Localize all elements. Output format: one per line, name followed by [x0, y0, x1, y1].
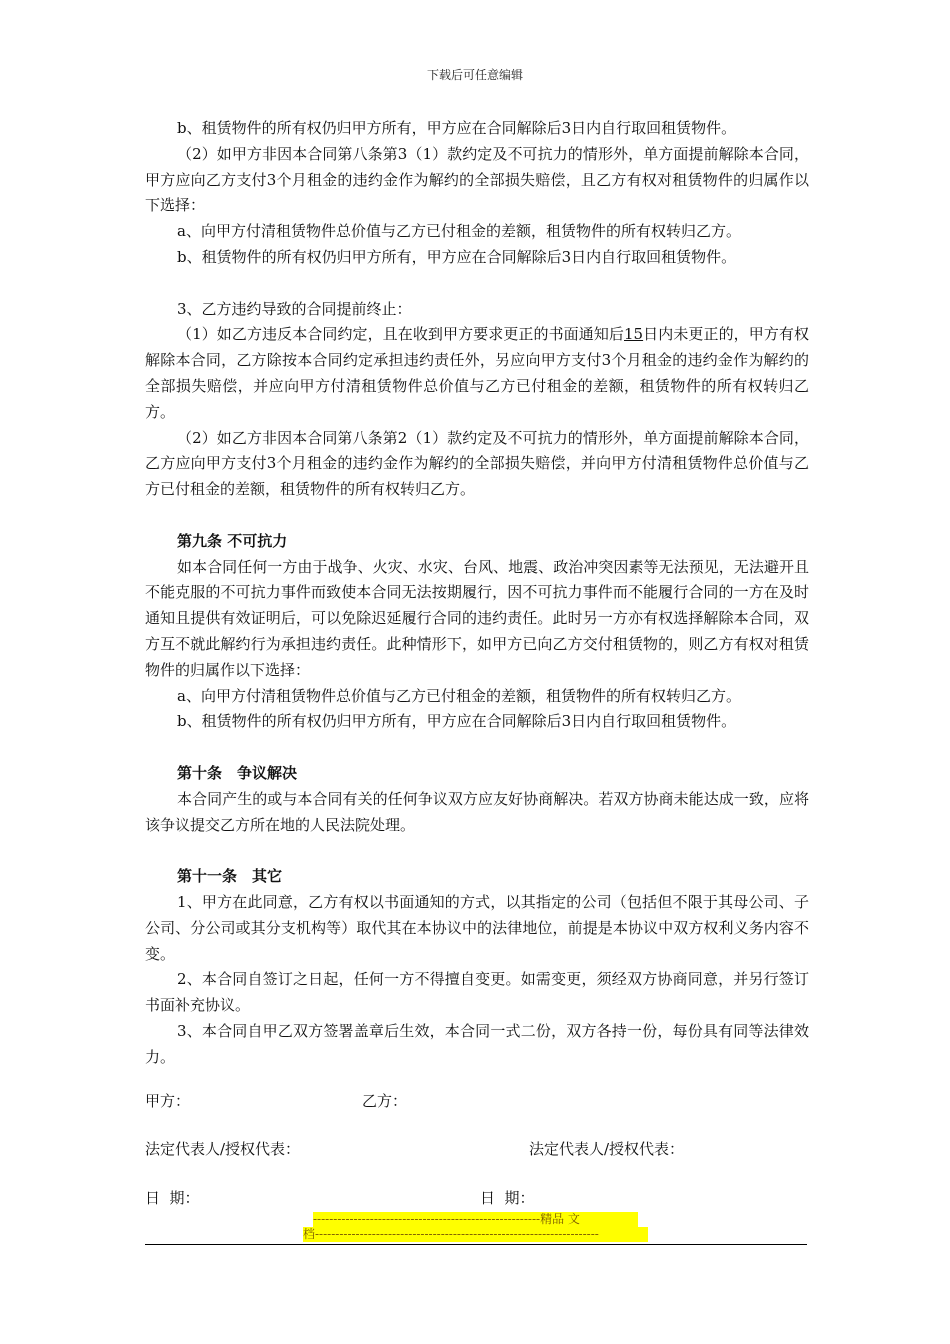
article-11-paragraph-1: 1、甲方在此同意，乙方有权以书面通知的方式，以其指定的公司（包括但不限于其母公司、子公司、分公司或其分支机构等）取代其在本协议中的法律地位，前提是本协议中双方权利义务内容不变。	[145, 892, 809, 963]
article-9-paragraph: 如本合同任何一方由于战争、火灾、水灾、台风、地震、政治冲突因素等无法预见，无法避开且不能克服的不可抗力事件而致使本合同无法按期履行，因不可抗力事件而不能履行合同的一方在及时通知且提供有效证明后，可以免除迟延履行合同的违约责任。此时另一方亦有权选择解除本合同，双方互不就此解约行为承担违约责任。此种情形下，如甲方已向乙方交付租赁物的，则乙方有权对租赁物件的归属作以下选择：	[145, 557, 809, 679]
paragraph-a-option-2: a、向甲方付清租赁物件总价值与乙方已付租金的差额，租赁物件的所有权转归乙方。	[177, 222, 741, 241]
footer-watermark-line-1: --------------------------------------------------------精品 文	[313, 1212, 638, 1227]
footer-watermark-line-2: 档----------------------------------------------------------------------	[303, 1227, 648, 1242]
s3-p1-pre: （1）如乙方违反本合同约定，且在收到甲方要求更正的书面通知后	[177, 325, 624, 344]
article-10-paragraph: 本合同产生的或与本合同有关的任何争议双方应友好协商解决。若双方协商未能达成一致，应将该争议提交乙方所在地的人民法院处理。	[145, 789, 809, 834]
paragraph-b-option-1: b、租赁物件的所有权仍归甲方所有，甲方应在合同解除后3日内自行取回租赁物件。	[177, 119, 737, 137]
section-3-paragraph-1	[145, 322, 809, 425]
article-9-option-b: b、租赁物件的所有权仍归甲方所有，甲方应在合同解除后3日内自行取回租赁物件。	[177, 712, 737, 731]
article-11-title: 第十一条 其它	[177, 867, 283, 886]
spacer	[145, 503, 809, 529]
document-body	[145, 116, 809, 1070]
party-a-representative-label: 法定代表人/授权代表：	[145, 1140, 301, 1158]
footer-divider	[145, 1244, 807, 1245]
section-3-title: 3、乙方违约导致的合同提前终止：	[177, 299, 412, 318]
page-header: 下载后可任意编辑	[426, 68, 523, 82]
article-9-title: 第九条 不可抗力	[177, 531, 288, 550]
party-a-label: 甲方：	[145, 1092, 191, 1110]
article-11-paragraph-3: 3、本合同自甲乙双方签署盖章后生效，本合同一式二份，双方各持一份，每份具有同等法律效力。	[145, 1021, 809, 1066]
s3-p1-post: 日内未更正的，甲方有权解除本合同，乙方除按本合同约定承担违约责任外，另应向甲方支付3个月租金的违约金作为解约的全部损失赔偿，并应向甲方付清租赁物件总价值与乙方已付租金的差额，租赁物件的所有权转归乙方。	[145, 325, 809, 421]
section-3-paragraph-2: （2）如乙方非因本合同第八条第2（1）款约定及不可抗力的情形外，单方面提前解除本合同，乙方应向甲方支付3个月租金的违约金作为解约的全部损失赔偿，并向甲方付清租赁物件总价值与乙方已付租金的差额，租赁物件的所有权转归乙方。	[145, 428, 809, 499]
article-9-option-a: a、向甲方付清租赁物件总价值与乙方已付租金的差额，租赁物件的所有权转归乙方。	[177, 686, 741, 705]
party-b-label: 乙方：	[362, 1092, 408, 1110]
party-a-date-label: 日 期：	[145, 1189, 200, 1207]
paragraph-b-option-2: b、租赁物件的所有权仍归甲方所有，甲方应在合同解除后3日内自行取回租赁物件。	[177, 247, 737, 266]
article-10-title: 第十条 争议解决	[177, 763, 298, 782]
paragraph-clause-2: （2）如甲方非因本合同第八条第3（1）款约定及不可抗力的情形外，单方面提前解除本合同，甲方应向乙方支付3个月租金的违约金作为解约的全部损失赔偿，且乙方有权对租赁物件的归属作以下选择：	[145, 144, 809, 215]
spacer	[145, 735, 809, 761]
article-11-paragraph-2: 2、本合同自签订之日起，任何一方不得擅自变更。如需变更，须经双方协商同意，并另行签订书面补充协议。	[145, 970, 809, 1015]
spacer	[145, 271, 809, 297]
spacer	[145, 838, 809, 864]
party-b-date-label: 日 期：	[480, 1189, 535, 1207]
party-b-representative-label: 法定代表人/授权代表：	[529, 1140, 685, 1158]
s3-p1-days: 15	[624, 325, 644, 344]
